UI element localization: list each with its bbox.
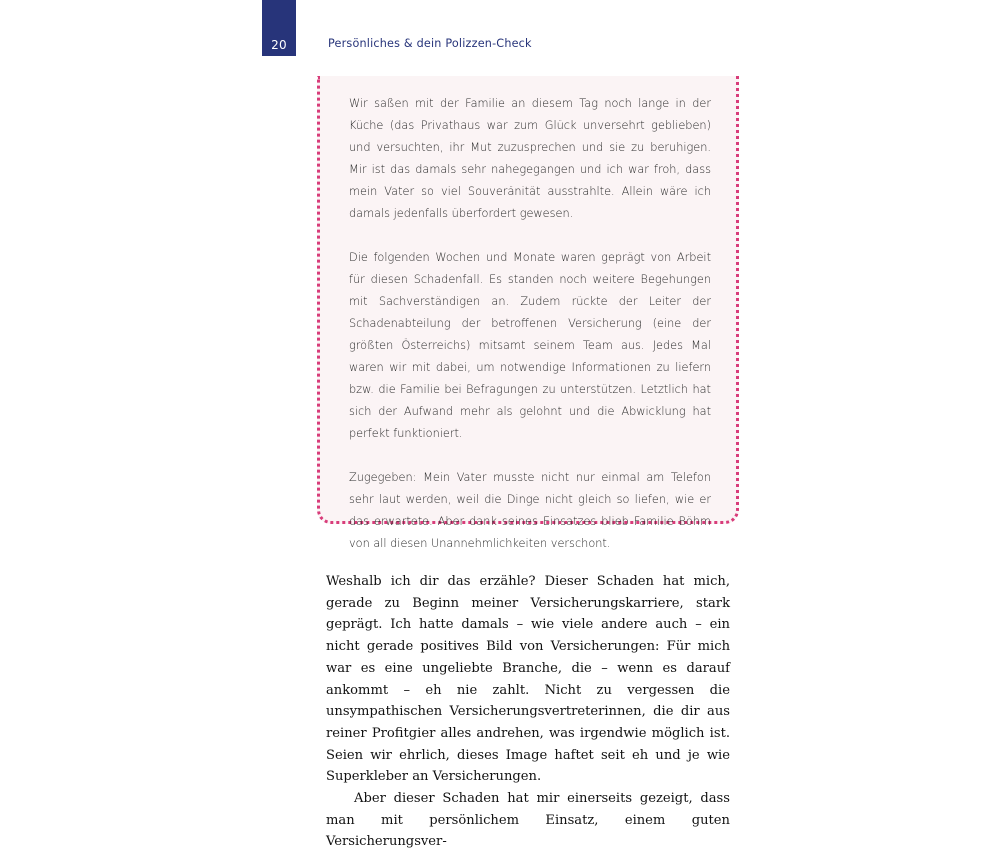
running-header-title: Persönliches & dein Polizzen-Check <box>328 37 532 50</box>
story-paragraph: Zugegeben: Mein Vater musste nicht nur einmal am Telefon sehr laut werden, weil die Dinge nicht gleich so liefen, wie er das erwartete. Aber dank seines Einsatzes blieb Familie Böhm von all diesen Unannehmlichkeiten verschont. <box>349 471 711 550</box>
page-number: 20 <box>271 38 287 52</box>
story-paragraph: Die folgenden Wochen und Monate waren geprägt von Arbeit für diesen Schadenfall. Es standen noch weitere Begehungen mit Sachverständigen an. Zudem rückte der Leiter der Schadenabteilung der betroffenen Versicherung (eine der größten Österreichs) mitsamt seinem Team aus. Jedes Mal waren wir mit dabei, um notwendige Informationen zu liefern bzw. die Familie bei Befragungen zu unterstützen. Letztlich hat sich der Aufwand mehr als gelohnt und die Abwicklung hat perfekt funktioniert. <box>349 251 711 440</box>
body-paragraph: Aber dieser Schaden hat mir einerseits gezeigt, dass man mit persönlichem Einsatz, einem guten Versicherungsver- <box>326 791 730 850</box>
page-number-block <box>262 0 296 56</box>
story-box-text <box>349 93 711 555</box>
body-text <box>326 571 730 853</box>
body-paragraph: Weshalb ich dir das erzähle? Dieser Schaden hat mich, gerade zu Beginn meiner Versicherungskarriere, stark geprägt. Ich hatte damals – wie viele andere auch – ein nicht gerade positives Bild von Versicherungen: Für mich war es eine ungeliebte Branche, die – wenn es darauf ankommt – eh nie zahlt. Nicht zu vergessen die unsympathischen Versicherungsvertreterinnen, die dir aus reiner Profitgier alles andrehen, was irgendwie möglich ist. Seien wir ehrlich, dieses Image haftet seit eh und je wie Superkleber an Versicherungen. <box>326 574 730 785</box>
story-box <box>317 76 739 550</box>
story-paragraph: Wir saßen mit der Familie an diesem Tag noch lange in der Küche (das Privathaus war zum Glück unversehrt geblieben) und versuchten, ihr Mut zuzusprechen und sie zu beruhigen. Mir ist das damals sehr nahegegangen und ich war froh, dass mein Vater so viel Souveränität ausstrahlte. Allein wäre ich damals jedenfalls überfordert gewesen. <box>349 97 711 220</box>
